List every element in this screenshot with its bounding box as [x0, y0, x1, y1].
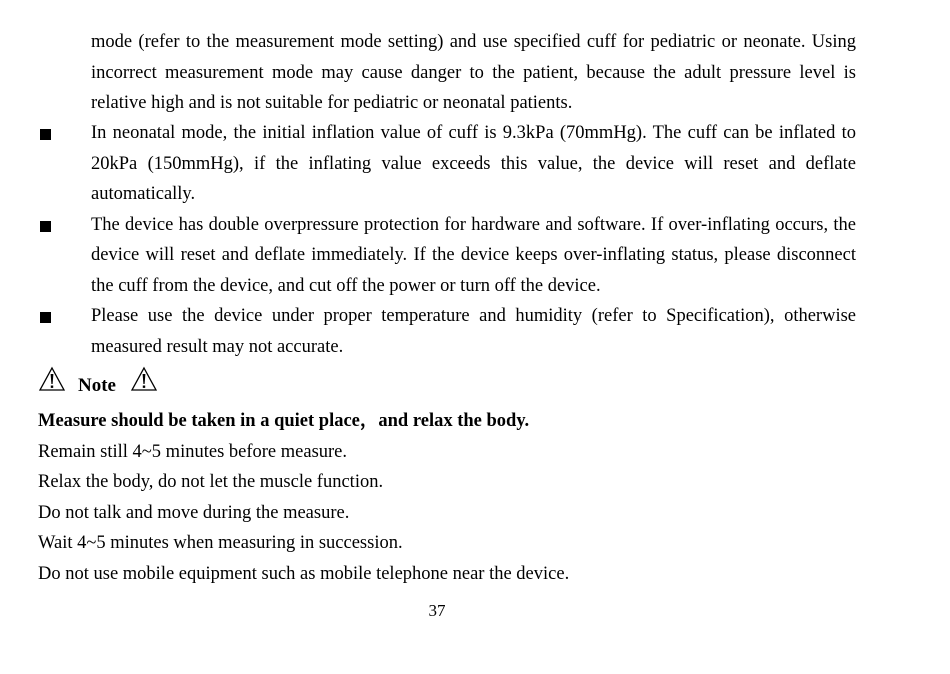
- bullet-item: [0, 301, 950, 362]
- bullet-item: [0, 210, 950, 302]
- bullet-list: [0, 118, 950, 362]
- note-content: [38, 406, 898, 589]
- note-line: Do not talk and move during the measure.: [38, 502, 350, 523]
- square-bullet-icon: [40, 129, 51, 140]
- note-line: Relax the body, do not let the muscle function.: [38, 472, 384, 492]
- bullet-text: In neonatal mode, the initial inflation value of cuff is 9.3kPa (70mmHg). The cuff can be inflated to 20kPa (150mmHg), if the inflating value exceeds this value, the device will reset and deflate automatically.: [91, 123, 856, 204]
- note-bold-heading: Measure should be taken in a quiet place，and relax the body.: [38, 411, 530, 431]
- warning-triangle-icon: [130, 366, 158, 392]
- note-label: Note: [78, 375, 116, 396]
- bullet-text: The device has double overpressure protection for hardware and software. If over-inflating occurs, the device will reset and deflate immediately. If the device keeps over-inflating status, please disconnect the cuff from the device, and cut off the power or turn off the device.: [91, 214, 856, 296]
- bullet-text: Please use the device under proper temperature and humidity (refer to Specification), otherwise measured result may not accurate.: [91, 306, 856, 357]
- continuation-paragraph: [91, 27, 856, 119]
- warning-triangle-icon: [38, 366, 66, 392]
- continuation-text: mode (refer to the measurement mode setting) and use specified cuff for pediatric or neonate. Using incorrect measurement mode may cause danger to the patient, because the adult pressure level is relative high and is not suitable for pediatric or neonatal patients.: [91, 32, 856, 113]
- note-line: Wait 4~5 minutes when measuring in succession.: [38, 533, 403, 553]
- square-bullet-icon: [40, 221, 51, 232]
- note-line: Do not use mobile equipment such as mobile telephone near the device.: [38, 563, 570, 584]
- square-bullet-icon: [40, 312, 51, 323]
- note-line: Remain still 4~5 minutes before measure.: [38, 441, 348, 462]
- bullet-item: [0, 118, 950, 210]
- page-number: 37: [428, 601, 446, 620]
